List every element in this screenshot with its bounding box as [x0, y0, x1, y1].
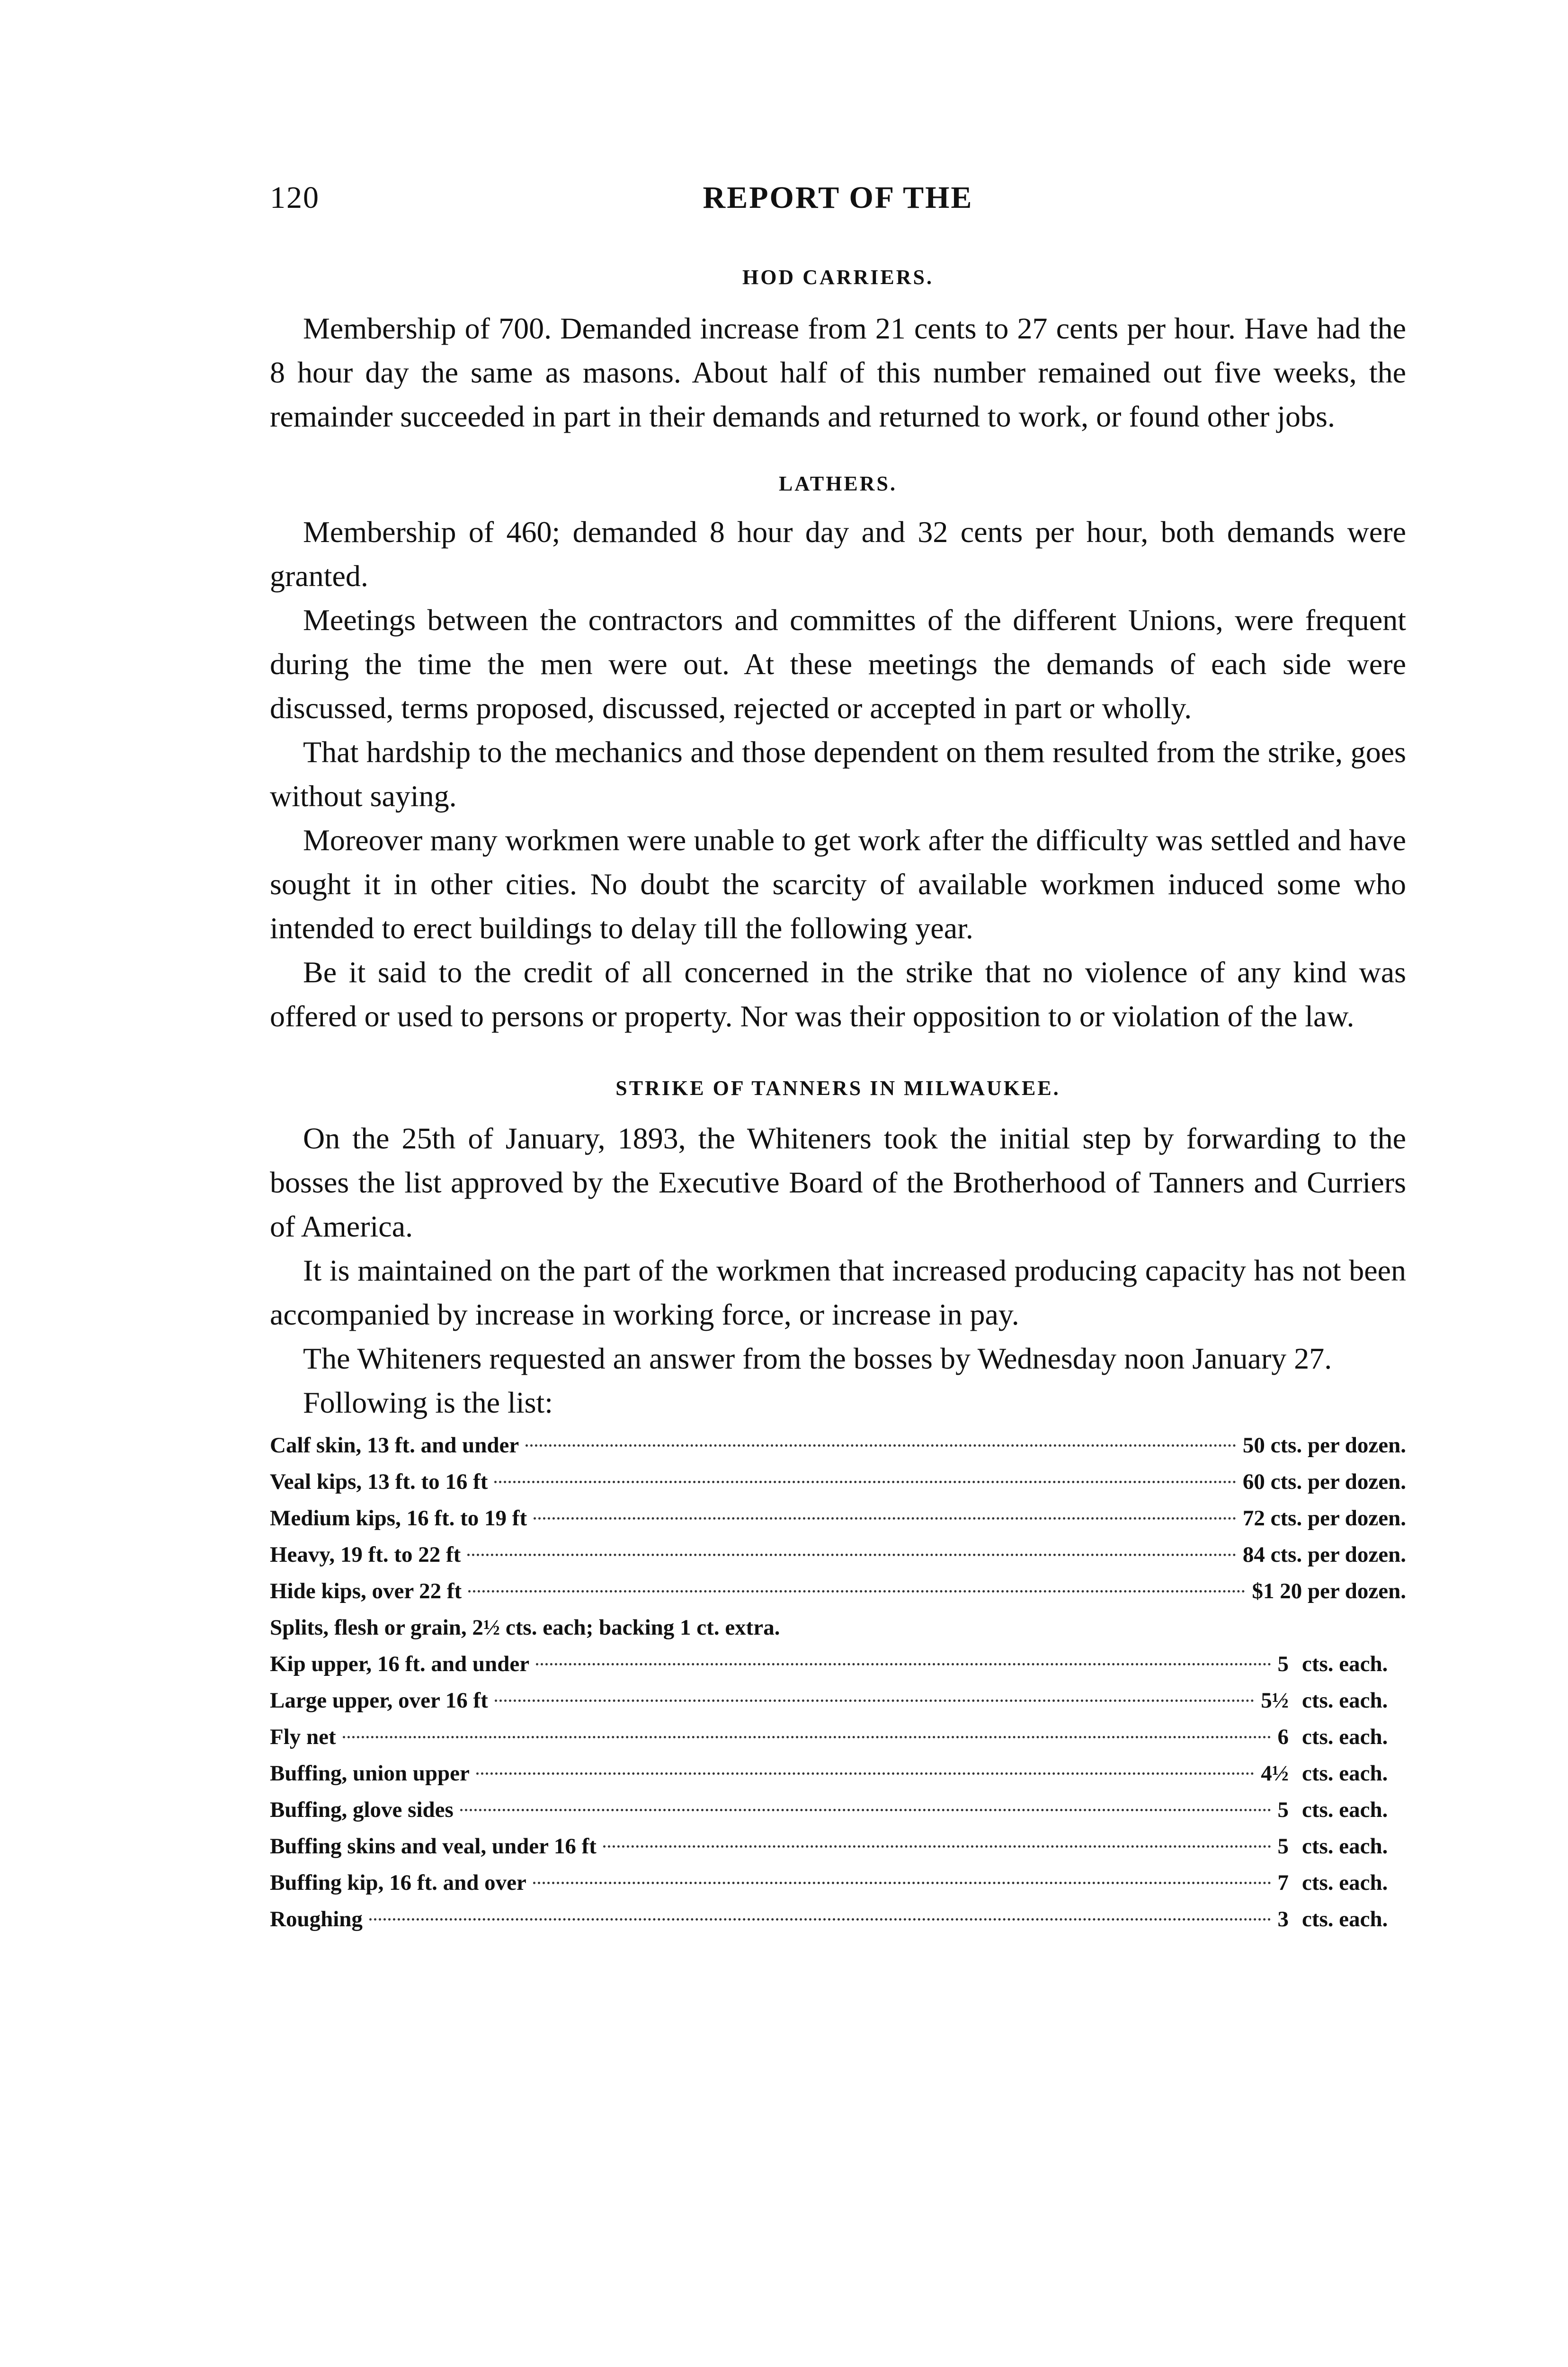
price-list-item [270, 1792, 1406, 1828]
section-tanners-strike [270, 1076, 1406, 1424]
item-unit: cts. each. [1302, 1725, 1388, 1749]
item-unit: cts. each. [1302, 1652, 1388, 1676]
price-list-item [270, 1682, 1406, 1719]
item-rate: 84 cts. per dozen. [1242, 1542, 1406, 1567]
item-label: Calf skin, 13 ft. and under [270, 1433, 519, 1458]
item-unit: cts. each. [1302, 1907, 1388, 1931]
price-list-item [270, 1755, 1406, 1792]
item-unit: cts. each. [1302, 1688, 1388, 1713]
section-heading: LATHERS. [778, 472, 898, 495]
price-list-item [270, 1573, 1406, 1610]
section-heading: HOD CARRIERS. [742, 266, 934, 289]
item-amount: 5 [1277, 1652, 1289, 1676]
item-label: Buffing, glove sides [270, 1797, 454, 1822]
item-amount: 3 [1277, 1907, 1289, 1931]
item-amount: 4½ [1261, 1761, 1289, 1786]
dot-leader [343, 1736, 1271, 1738]
price-list-item [270, 1537, 1406, 1573]
dot-leader [494, 1481, 1236, 1483]
page-number: 120 [270, 180, 320, 215]
paragraph: On the 25th of January, 1893, the Whiteners took the initial step by forwarding to the bosses the list approved by the Executive Board of the Brotherhood of Tanners and Curriers of America. [270, 1121, 1406, 1243]
paragraph: It is maintained on the part of the workmen that increased producing capacity has not been accompanied by increase in working force, or increase in pay. [270, 1254, 1406, 1331]
dot-leader [369, 1918, 1271, 1921]
item-label: Buffing skins and veal, under 16 ft [270, 1834, 597, 1859]
item-label: Buffing kip, 16 ft. and over [270, 1870, 526, 1895]
paragraph: Membership of 460; demanded 8 hour day and 32 cents per hour, both demands were granted. [270, 515, 1406, 593]
dot-leader [526, 1444, 1236, 1447]
paragraph: Moreover many workmen were unable to get work after the difficulty was settled and have sought it in other cities. No doubt the scarcity of available workmen induced some who intended to erect buildings to delay till the following year. [270, 823, 1406, 945]
item-rate: 60 cts. per dozen. [1242, 1469, 1406, 1494]
dot-leader [534, 1517, 1236, 1520]
dot-leader [467, 1554, 1236, 1556]
item-unit: cts. each. [1302, 1834, 1388, 1859]
item-rate: 50 cts. per dozen. [1242, 1433, 1406, 1458]
price-list-item [270, 1865, 1406, 1901]
price-list [270, 1427, 1406, 1938]
item-unit: cts. each. [1302, 1761, 1388, 1786]
paragraph: The Whiteners requested an answer from the bosses by Wednesday noon January 27. [303, 1342, 1332, 1375]
item-label: Medium kips, 16 ft. to 19 ft [270, 1506, 527, 1531]
item-label: Buffing, union upper [270, 1761, 470, 1786]
paragraph: Membership of 700. Demanded increase from 21 cents to 27 cents per hour. Have had the 8 hour day the same as masons. About half of this number remained out five weeks, the remainder succeeded in part in their demands and returned to work, or found other jobs. [270, 311, 1406, 433]
dot-leader [495, 1700, 1254, 1702]
page-header-title: REPORT OF THE [703, 180, 973, 215]
item-label: Kip upper, 16 ft. and under [270, 1652, 530, 1676]
item-rate: $1 20 per dozen. [1252, 1579, 1406, 1603]
item-label: Roughing [270, 1907, 363, 1931]
item-amount: 5½ [1261, 1688, 1289, 1713]
item-unit: cts. each. [1302, 1870, 1388, 1895]
item-label: Heavy, 19 ft. to 22 ft [270, 1542, 461, 1567]
item-amount: 6 [1277, 1725, 1289, 1749]
section-hod-carriers [270, 265, 1406, 438]
price-list-item [270, 1427, 1406, 1464]
dot-leader [603, 1845, 1271, 1848]
item-rate: 72 cts. per dozen. [1242, 1506, 1406, 1531]
price-list-item [270, 1719, 1406, 1755]
running-head [270, 180, 1406, 232]
price-list-item [270, 1828, 1406, 1865]
dot-leader [536, 1663, 1271, 1665]
dot-leader [460, 1809, 1271, 1811]
price-list-item [270, 1500, 1406, 1537]
price-list-item [270, 1464, 1406, 1500]
item-amount: 5 [1277, 1797, 1289, 1822]
paragraph: Be it said to the credit of all concerned in the strike that no violence of any kind was offered or used to persons or property. Nor was their opposition to or violation of the law. [270, 955, 1406, 1033]
item-unit: cts. each. [1302, 1797, 1388, 1822]
dot-leader [533, 1882, 1271, 1884]
item-label: Fly net [270, 1725, 336, 1749]
paragraph: Meetings between the contractors and committes of the different Unions, were frequent during the time the men were out. At these meetings the demands of each side were discussed, terms proposed, discussed, rejected or accepted in part or wholly. [270, 603, 1406, 725]
splits-note: Splits, flesh or grain, 2½ cts. each; backing 1 ct. extra. [270, 1615, 780, 1640]
item-amount: 7 [1277, 1870, 1289, 1895]
item-label: Veal kips, 13 ft. to 16 ft [270, 1469, 488, 1494]
dot-leader [476, 1772, 1254, 1775]
section-heading: STRIKE OF TANNERS IN MILWAUKEE. [615, 1077, 1060, 1100]
dot-leader [468, 1590, 1245, 1593]
section-lathers [270, 472, 1406, 1038]
item-label: Hide kips, over 22 ft [270, 1579, 462, 1603]
paragraph: That hardship to the mechanics and those dependent on them resulted from the strike, goes without saying. [270, 735, 1406, 813]
document-page [270, 180, 1406, 1938]
price-list-item [270, 1901, 1406, 1938]
paragraph: Following is the list: [303, 1386, 553, 1419]
item-label: Large upper, over 16 ft [270, 1688, 488, 1713]
price-list-item [270, 1646, 1406, 1682]
item-amount: 5 [1277, 1834, 1289, 1859]
